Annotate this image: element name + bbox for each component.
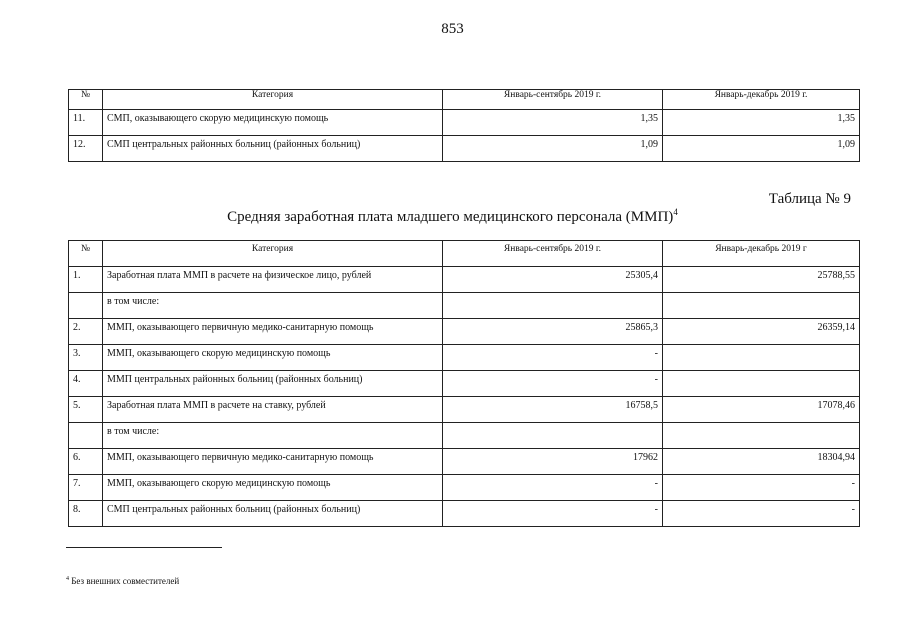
table-row xyxy=(69,423,860,449)
header-number: № xyxy=(69,90,103,110)
row-number: 4. xyxy=(69,371,103,397)
row-category: СМП, оказывающего скорую медицинскую помощь xyxy=(103,110,443,136)
table-coefficients xyxy=(68,89,860,162)
row-number: 1. xyxy=(69,267,103,293)
table-row xyxy=(69,319,860,345)
table-row xyxy=(69,293,860,319)
row-number: 8. xyxy=(69,501,103,527)
row-category: Заработная плата ММП в расчете на ставку, рублей xyxy=(103,397,443,423)
table-row xyxy=(69,345,860,371)
row-jan-sep: 17962 xyxy=(443,449,663,475)
footnote-text: Без внешних совместителей xyxy=(71,576,180,586)
header-jan-sep: Январь-сентябрь 2019 г. xyxy=(443,90,663,110)
header-category: Категория xyxy=(103,241,443,267)
page-number: 853 xyxy=(441,21,464,37)
row-number: 3. xyxy=(69,345,103,371)
row-jan-dec: 25788,55 xyxy=(663,267,860,293)
row-jan-sep: 16758,5 xyxy=(443,397,663,423)
row-category: ММП, оказывающего скорую медицинскую помощь xyxy=(103,475,443,501)
row-jan-sep: 25305,4 xyxy=(443,267,663,293)
table-number-label: Таблица № 9 xyxy=(768,191,851,207)
row-jan-dec xyxy=(663,423,860,449)
row-jan-dec: 26359,14 xyxy=(663,319,860,345)
row-jan-dec xyxy=(663,293,860,319)
row-jan-dec: - xyxy=(663,475,860,501)
row-jan-sep: - xyxy=(443,501,663,527)
row-category: СМП центральных районных больниц (районных больниц) xyxy=(103,136,443,162)
row-number: 5. xyxy=(69,397,103,423)
header-jan-dec: Январь-декабрь 2019 г xyxy=(663,241,860,267)
row-category: в том числе: xyxy=(103,423,443,449)
header-jan-sep: Январь-сентябрь 2019 г. xyxy=(443,241,663,267)
table-row xyxy=(69,475,860,501)
row-jan-dec: 1,35 xyxy=(663,110,860,136)
row-category: ММП, оказывающего первичную медико-санитарную помощь xyxy=(103,319,443,345)
row-number: 11. xyxy=(69,110,103,136)
row-jan-sep: - xyxy=(443,345,663,371)
table-header-row xyxy=(69,90,860,110)
table-header-row xyxy=(69,241,860,267)
row-jan-sep xyxy=(443,423,663,449)
row-category: ММП центральных районных больниц (районных больниц) xyxy=(103,371,443,397)
table-row xyxy=(69,501,860,527)
row-number xyxy=(69,423,103,449)
row-number: 6. xyxy=(69,449,103,475)
header-category: Категория xyxy=(103,90,443,110)
row-category: СМП центральных районных больниц (районных больниц) xyxy=(103,501,443,527)
table-title-text: Средняя заработная плата младшего медицинского персонала (ММП) xyxy=(227,209,674,225)
header-jan-dec: Январь-декабрь 2019 г. xyxy=(663,90,860,110)
row-category: Заработная плата ММП в расчете на физическое лицо, рублей xyxy=(103,267,443,293)
row-number xyxy=(69,293,103,319)
header-number: № xyxy=(69,241,103,267)
row-number: 12. xyxy=(69,136,103,162)
table-row xyxy=(69,267,860,293)
table-row xyxy=(69,371,860,397)
row-jan-sep: 1,35 xyxy=(443,110,663,136)
row-jan-dec: - xyxy=(663,501,860,527)
row-jan-dec: 18304,94 xyxy=(663,449,860,475)
row-jan-dec: 17078,46 xyxy=(663,397,860,423)
row-category: ММП, оказывающего первичную медико-санитарную помощь xyxy=(103,449,443,475)
row-category: ММП, оказывающего скорую медицинскую помощь xyxy=(103,345,443,371)
table-salary xyxy=(68,240,860,527)
row-jan-dec xyxy=(663,345,860,371)
row-number: 2. xyxy=(69,319,103,345)
row-jan-sep: - xyxy=(443,371,663,397)
row-number: 7. xyxy=(69,475,103,501)
table-row xyxy=(69,136,860,162)
footnote-mark: 4 xyxy=(673,207,678,217)
footnote-divider xyxy=(66,547,222,548)
row-jan-dec xyxy=(663,371,860,397)
row-jan-sep: - xyxy=(443,475,663,501)
table-row xyxy=(69,397,860,423)
table-row xyxy=(69,110,860,136)
row-category: в том числе: xyxy=(103,293,443,319)
footnote xyxy=(66,576,179,586)
row-jan-sep xyxy=(443,293,663,319)
row-jan-sep: 1,09 xyxy=(443,136,663,162)
footnote-mark: 4 xyxy=(66,576,69,582)
table-title xyxy=(0,207,905,226)
row-jan-sep: 25865,3 xyxy=(443,319,663,345)
table-row xyxy=(69,449,860,475)
row-jan-dec: 1,09 xyxy=(663,136,860,162)
